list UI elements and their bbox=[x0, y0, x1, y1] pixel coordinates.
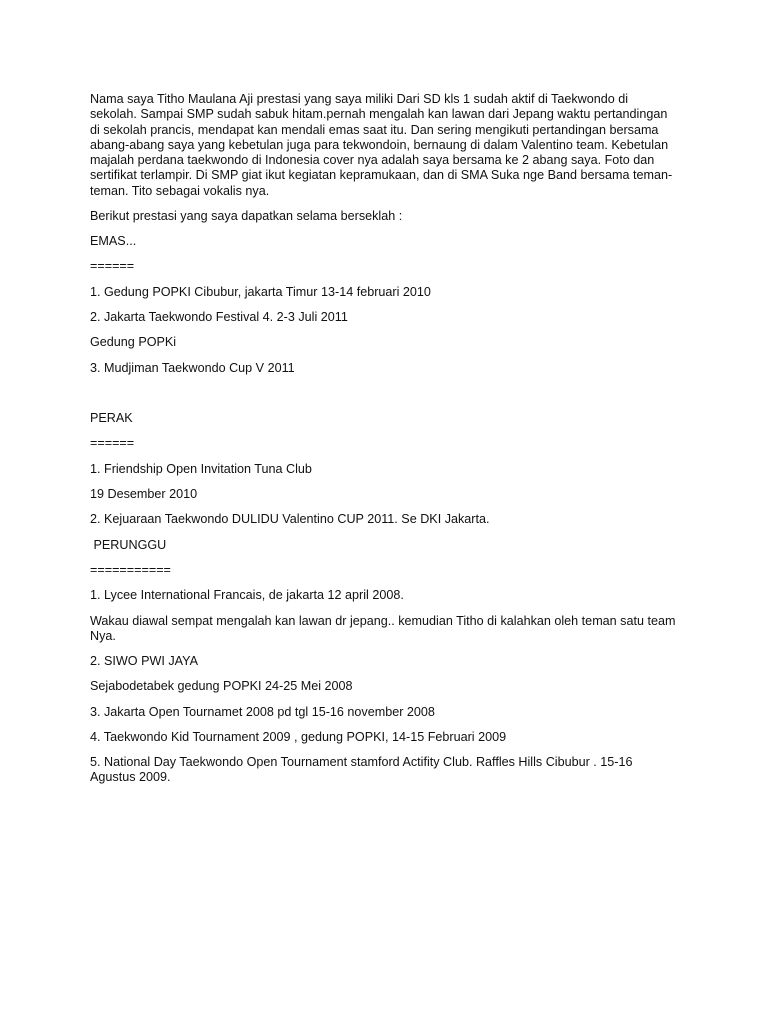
bronze-item: 1. Lycee International Francais, de jakarta 12 april 2008. bbox=[90, 588, 404, 603]
silver-section-title: PERAK bbox=[90, 411, 133, 426]
silver-item-detail: 19 Desember 2010 bbox=[90, 487, 198, 502]
bronze-item-line: 5. National Day Taekwondo Open Tournament stamford Actifity Club. Raffles Hills Cibubur . 15-16 bbox=[90, 755, 633, 770]
bronze-item: 4. Taekwondo Kid Tournament 2009 , gedung POPKI, 14-15 Februari 2009 bbox=[90, 729, 507, 744]
silver-divider: ====== bbox=[90, 436, 135, 451]
intro-line: sekolah. Sampai SMP sudah sabuk hitam.pernah mengalah kan lawan dari Jepang waktu pertandingan bbox=[90, 107, 668, 122]
document-body bbox=[90, 92, 690, 786]
intro-line: abang-abang saya yang kebetulan juga para tekwondoin, bernaung di dalam Valentino team. Kebetulan bbox=[90, 137, 669, 152]
bronze-item-detail: Sejabodetabek gedung POPKI 24-25 Mei 2008 bbox=[90, 679, 353, 694]
bronze-item: 3. Jakarta Open Tournamet 2008 pd tgl 15-16 november 2008 bbox=[90, 704, 435, 719]
silver-item: 1. Friendship Open Invitation Tuna Club bbox=[90, 461, 312, 476]
intro-paragraph bbox=[90, 92, 690, 199]
bronze-item-multiline bbox=[90, 755, 690, 786]
intro-line: teman. Tito sebagai vokalis nya. bbox=[90, 183, 270, 198]
bronze-note bbox=[90, 614, 690, 645]
intro-line: majalah perdana taekwondo di Indonesia cover nya adalah saya bersama ke 2 abang saya. Foto dan bbox=[90, 153, 655, 168]
gold-item: 2. Jakarta Taekwondo Festival 4. 2-3 Juli 2011 bbox=[90, 310, 348, 325]
intro-line: Nama saya Titho Maulana Aji prestasi yang saya miliki Dari SD kls 1 sudah aktif di Taekwondo di bbox=[90, 92, 629, 106]
silver-item: 2. Kejuaraan Taekwondo DULIDU Valentino CUP 2011. Se DKI Jakarta. bbox=[90, 512, 490, 527]
bronze-note-line: Wakau diawal sempat mengalah kan lawan dr jepang.. kemudian Titho di kalahkan oleh teman satu team bbox=[90, 613, 676, 628]
gold-item: 3. Mudjiman Taekwondo Cup V 2011 bbox=[90, 360, 295, 375]
intro-line: di sekolah prancis, mendapat kan mendali emas saat itu. Dan sering mengikuti pertandingan bersama bbox=[90, 122, 659, 137]
bronze-note-line: Nya. bbox=[90, 628, 116, 643]
bronze-item-line: Agustus 2009. bbox=[90, 770, 171, 785]
gold-divider: ====== bbox=[90, 259, 135, 274]
bronze-item: 2. SIWO PWI JAYA bbox=[90, 653, 198, 668]
intro-line: sertifikat terlampir. Di SMP giat ikut kegiatan kepramukaan, dan di SMA Suka nge Band bersama teman- bbox=[90, 168, 673, 183]
gold-item: 1. Gedung POPKI Cibubur, jakarta Timur 13-14 februari 2010 bbox=[90, 284, 431, 299]
bronze-section-title: PERUNGGU bbox=[90, 537, 167, 552]
gold-section-title: EMAS... bbox=[90, 234, 137, 249]
bronze-divider: =========== bbox=[90, 562, 171, 577]
achievements-heading: Berikut prestasi yang saya dapatkan selama berseklah : bbox=[90, 208, 403, 223]
gold-item-detail: Gedung POPKi bbox=[90, 335, 177, 350]
